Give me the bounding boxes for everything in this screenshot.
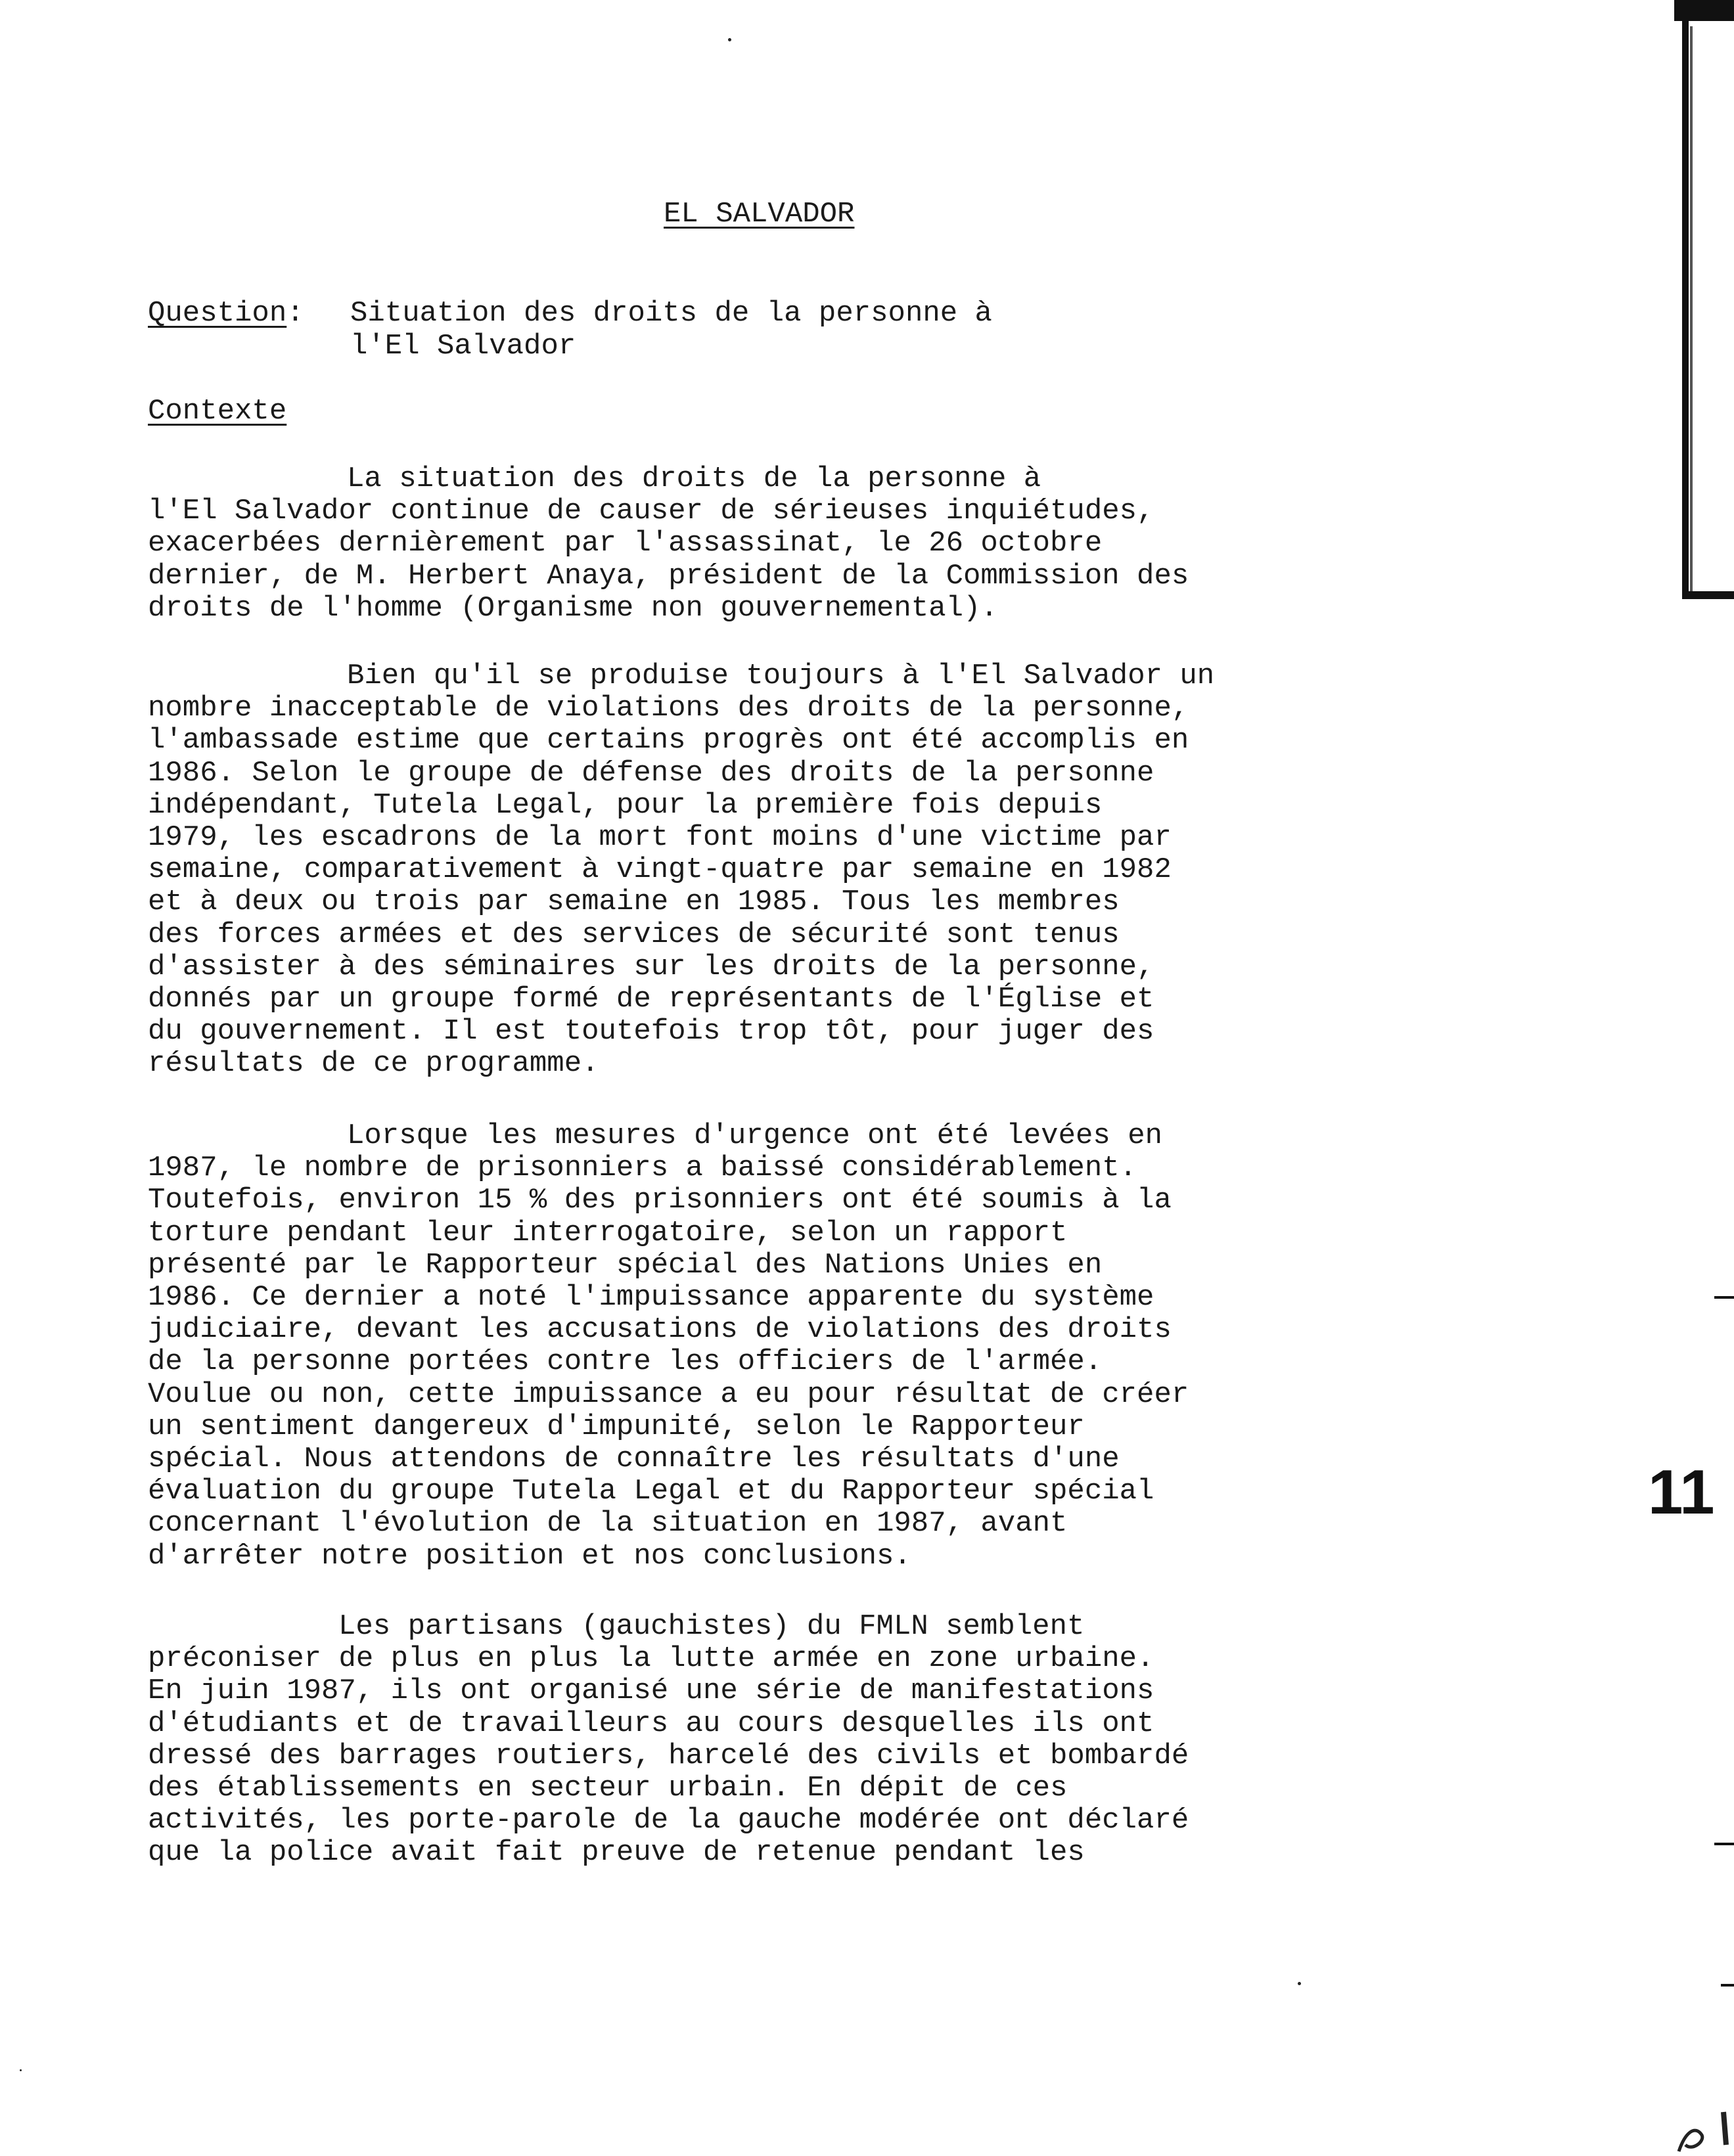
paragraph-4-text: Les partisans (gauchistes) du FMLN semblent préconiser de plus en plus la lutte armée en zone urbaine. En juin 1987, ils ont organisé une série de manifestations d'étudiants et de travailleurs au cours desquelles ils ont dressé des barrages routiers, harcelé des civils et bombardé des établissements en secteur urbain. En dépit de ces activités, les porte-parole de la gauche modérée ont déclaré que la police avait fait preuve de retenue pendant les [148, 1610, 1189, 1870]
scan-speck [20, 2069, 22, 2071]
margin-tick-mark [1714, 1296, 1734, 1299]
paragraph-3 [148, 1120, 1370, 1573]
document-title: EL SALVADOR [664, 198, 855, 231]
paragraph-1 [148, 463, 1370, 625]
binder-edge-inner-line [1690, 26, 1693, 591]
paragraph-3-text: Lorsque les mesures d'urgence ont été levées en 1987, le nombre de prisonniers a baissé considérablement. Toutefois, environ 15 % des prisonniers ont été soumis à la torture pendant leur interrogatoire, selon un rapport présenté par le Rapporteur spécial des Nations Unies en 1986. Ce dernier a noté l'impuissance apparente du système judiciaire, devant les accusations de violations des droits de la personne portées contre les officiers de l'armée. Voulue ou non, cette impuissance a eu pour résultat de créer un sentiment dangereux d'impunité, selon le Rapporteur spécial. Nous attendons de connaître les résultats d'une évaluation du groupe Tutela Legal et du Rapporteur spécial concernant l'évolution de la situation en 1987, avant d'arrêter notre position et nos conclusions. [148, 1119, 1189, 1573]
question-label-text: Question [148, 297, 287, 330]
scan-speck [1298, 1982, 1301, 1985]
margin-page-number: 11 [1648, 1457, 1715, 1527]
context-heading: Contexte [148, 395, 287, 428]
margin-tick-mark [1721, 1984, 1734, 1987]
question-text: Situation des droits de la personne à l'El Salvador [350, 297, 992, 363]
paragraph-1-text: La situation des droits de la personne à l'El Salvador continue de causer de sérieuses inquiétudes, exacerbées dernièrement par l'assassinat, le 26 octobre dernier, de M. Herbert Anaya, président de la Commission des droits de l'homme (Organisme non gouvernemental). [148, 462, 1189, 625]
binder-edge-cap [1674, 0, 1734, 21]
question-label-separator: : [286, 297, 304, 330]
paragraph-2 [148, 660, 1370, 1081]
corner-scribble-artifact [1666, 2105, 1734, 2156]
scan-speck [728, 38, 731, 41]
binder-edge-bar [1682, 20, 1689, 598]
paragraph-4 [148, 1611, 1370, 1870]
binder-edge-artifact [1674, 0, 1734, 611]
margin-tick-mark [1714, 1843, 1734, 1845]
question-label [148, 297, 304, 330]
paragraph-2-text: Bien qu'il se produise toujours à l'El Salvador un nombre inacceptable de violations des droits de la personne, l'ambassade estime que certains progrès ont été accomplis en 1986. Selon le groupe de défense des droits de la personne indépendant, Tutela Legal, pour la première fois depuis 1979, les escadrons de la mort font moins d'une victime par semaine, comparativement à vingt-quatre par semaine en 1982 et à deux ou trois par semaine en 1985. Tous les membres des forces armées et des services de sécurité sont tenus d'assister à des séminaires sur les droits de la personne, donnés par un groupe formé de représentants de l'Église et du gouvernement. Il est toutefois trop tôt, pour juger des résultats de ce programme. [148, 660, 1215, 1081]
binder-edge-foot [1682, 591, 1734, 599]
